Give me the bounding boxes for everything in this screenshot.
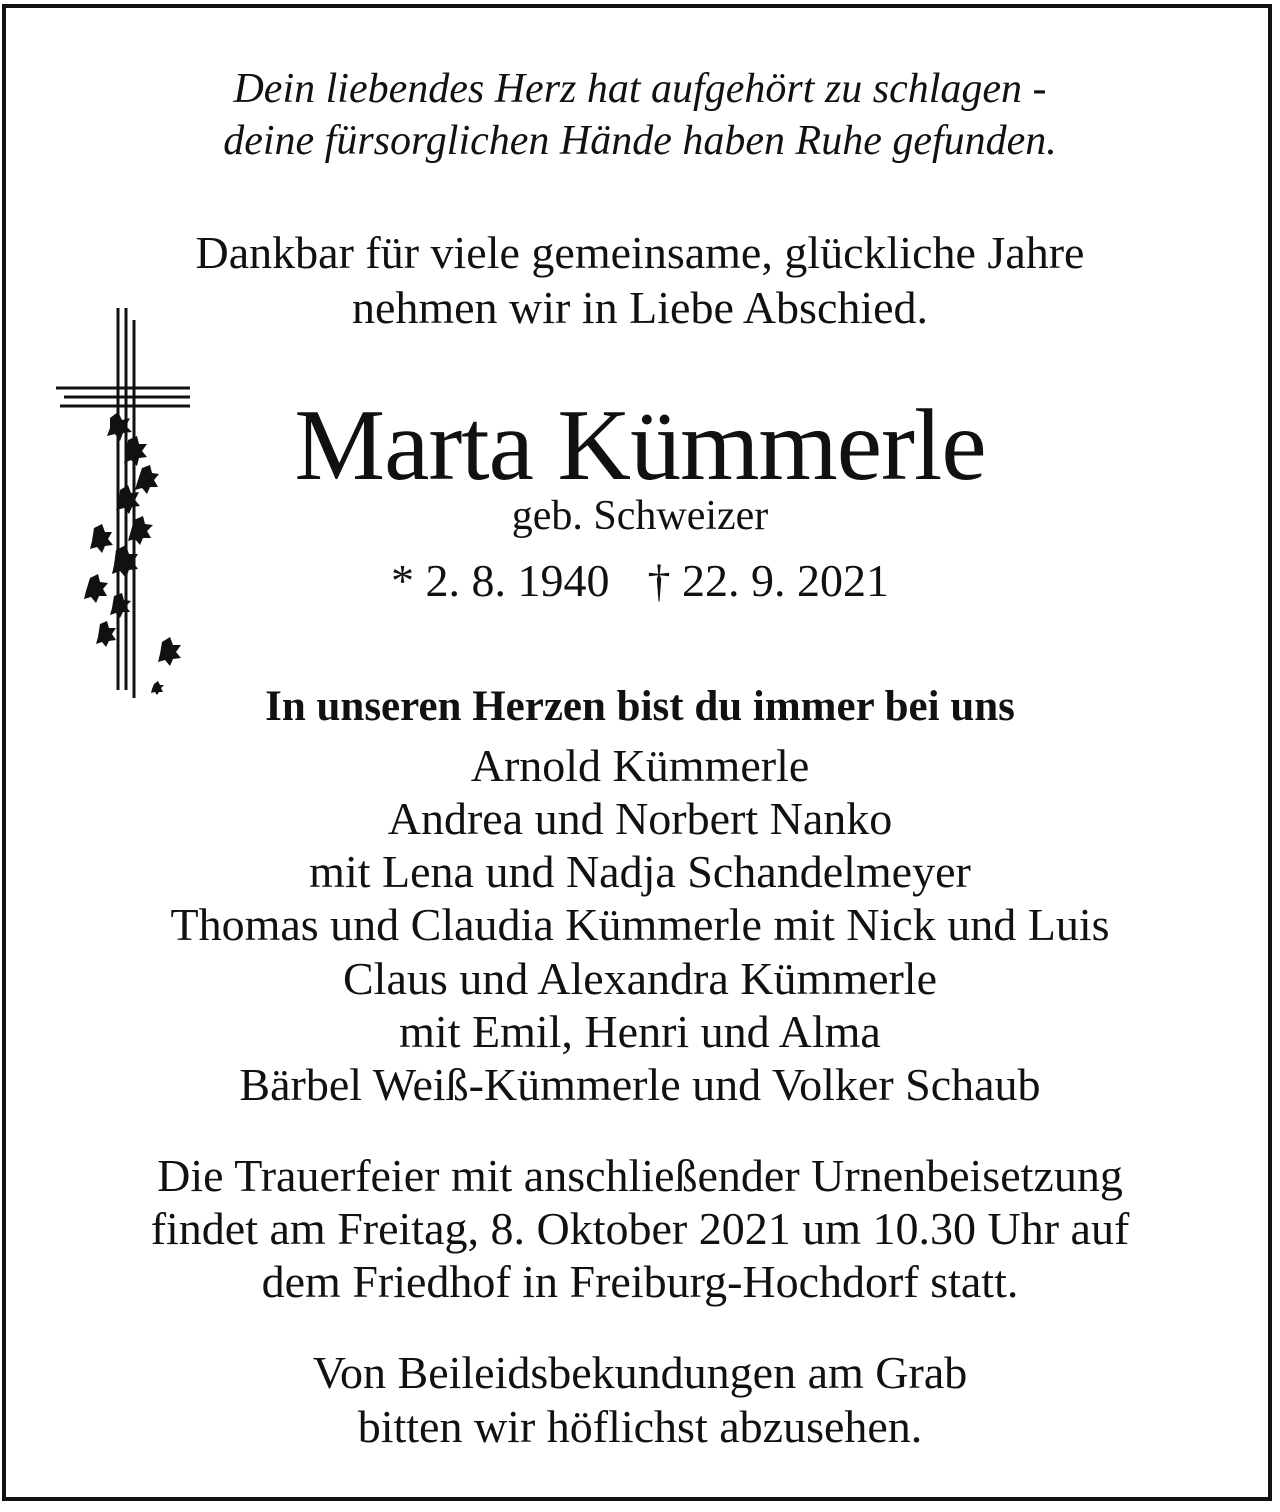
mourner-line: Thomas und Claudia Kümmerle mit Nick und Luis [170, 899, 1110, 950]
request-line-1: Von Beileidsbekundungen am Grab [312, 1347, 968, 1398]
life-dates [0, 555, 1280, 606]
ceremony-line-3: dem Friedhof in Freiburg-Hochdorf statt. [261, 1256, 1019, 1307]
farewell-line-2: nehmen wir in Liebe Abschied. [351, 282, 929, 333]
maiden-name: geb. Schweizer [511, 493, 769, 539]
request-line-2: bitten wir höflichst abzusehen. [357, 1401, 923, 1452]
mourners-heading: In unseren Herzen bist du immer bei uns [265, 683, 1015, 730]
mourner-line: mit Lena und Nadja Schandelmeyer [309, 846, 971, 897]
mourner-line: Bärbel Weiß-Kümmerle und Volker Schaub [239, 1059, 1041, 1110]
mourner-line: Claus und Alexandra Kümmerle [342, 953, 938, 1004]
mourner-line: Arnold Kümmerle [470, 740, 810, 791]
ceremony-line-1: Die Trauerfeier mit anschließender Urnenbeisetzung [157, 1150, 1123, 1201]
birth-date: * 2. 8. 1940 [391, 555, 610, 606]
deceased-name: Marta Kümmerle [294, 389, 986, 502]
death-date: † 22. 9. 2021 [647, 555, 889, 606]
farewell-line-1: Dankbar für viele gemeinsame, glückliche Jahre [195, 227, 1085, 278]
motto-line-2: deine fürsorglichen Hände haben Ruhe gefunden. [223, 118, 1057, 164]
mourner-line: Andrea und Norbert Nanko [387, 793, 893, 844]
mourner-line: mit Emil, Henri und Alma [399, 1006, 881, 1057]
motto-line-1: Dein liebendes Herz hat aufgehört zu schlagen - [233, 66, 1047, 112]
ceremony-line-2: findet am Freitag, 8. Oktober 2021 um 10.30 Uhr auf [150, 1203, 1130, 1254]
